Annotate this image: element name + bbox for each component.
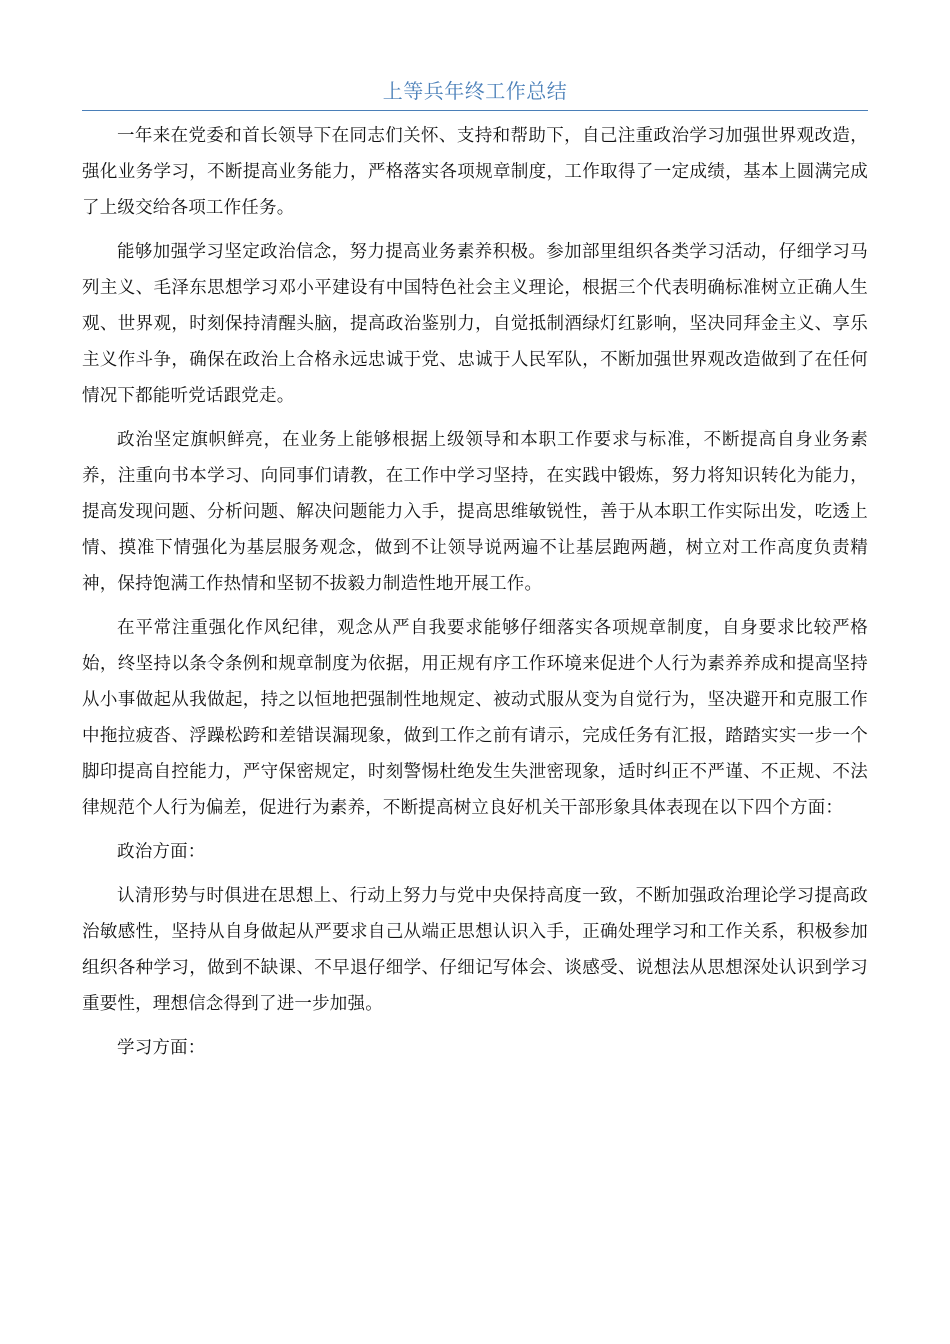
section-heading-study: 学习方面： (117, 1038, 206, 1058)
paragraph-3: 政治坚定旗帜鲜亮，在业务上能够根据上级领导和本职工作要求与标准，不断提高自身业务素养，注重向书本学习、向同事们请教，在工作中学习坚持，在实践中锻炼，努力将知识转化为能力，提高发现问题、分析问题、解决问题能力入手，提高思维敏锐性，善于从本职工作实际出发，吃透上情、摸准下情强化为基层服务观念，做到不让领导说两遍不让基层跑两趟，树立对工作高度负责精神，保持饱满工作热情和坚韧不拔毅力制造性地开展工作。 (82, 430, 868, 594)
section-heading-politics: 政治方面： (117, 842, 206, 862)
paragraph-2: 能够加强学习坚定政治信念，努力提高业务素养积极。参加部里组织各类学习活动，仔细学习马列主义、毛泽东思想学习邓小平建设有中国特色社会主义理论，根据三个代表明确标准树立正确人生观、世界观，时刻保持清醒头脑，提高政治鉴别力，自觉抵制酒绿灯红影响，坚决同拜金主义、享乐主义作斗争，确保在政治上合格永远忠诚于党、忠诚于人民军队，不断加强世界观改造做到了在任何情况下都能听党话跟党走。 (82, 242, 868, 406)
paragraph-1: 一年来在党委和首长领导下在同志们关怀、支持和帮助下，自己注重政治学习加强世界观改造，强化业务学习，不断提高业务能力，严格落实各项规章制度，工作取得了一定成绩，基本上圆满完成了上级交给各项工作任务。 (82, 126, 868, 218)
document-title: 上等兵年终工作总结 (382, 79, 568, 103)
page-header (82, 74, 868, 111)
document-body (82, 118, 868, 1074)
paragraph-5: 认清形势与时俱进在思想上、行动上努力与党中央保持高度一致，不断加强政治理论学习提高政治敏感性，坚持从自身做起从严要求自己从端正思想认识入手，正确处理学习和工作关系，积极参加组织各种学习，做到不缺课、不早退仔细学、仔细记写体会、谈感受、说想法从思想深处认识到学习重要性，理想信念得到了进一步加强。 (82, 886, 868, 1014)
paragraph-4: 在平常注重强化作风纪律，观念从严自我要求能够仔细落实各项规章制度，自身要求比较严格始，终坚持以条令条例和规章制度为依据，用正规有序工作环境来促进个人行为素养养成和提高坚持从小事做起从我做起，持之以恒地把强制性地规定、被动式服从变为自觉行为，坚决避开和克服工作中拖拉疲沓、浮躁松跨和差错误漏现象，做到工作之前有请示，完成任务有汇报，踏踏实实一步一个脚印提高自控能力，严守保密规定，时刻警惕杜绝发生失泄密现象，适时纠正不严谨、不正规、不法律规范个人行为偏差，促进行为素养，不断提高树立良好机关干部形象具体表现在以下四个方面： (82, 618, 868, 818)
